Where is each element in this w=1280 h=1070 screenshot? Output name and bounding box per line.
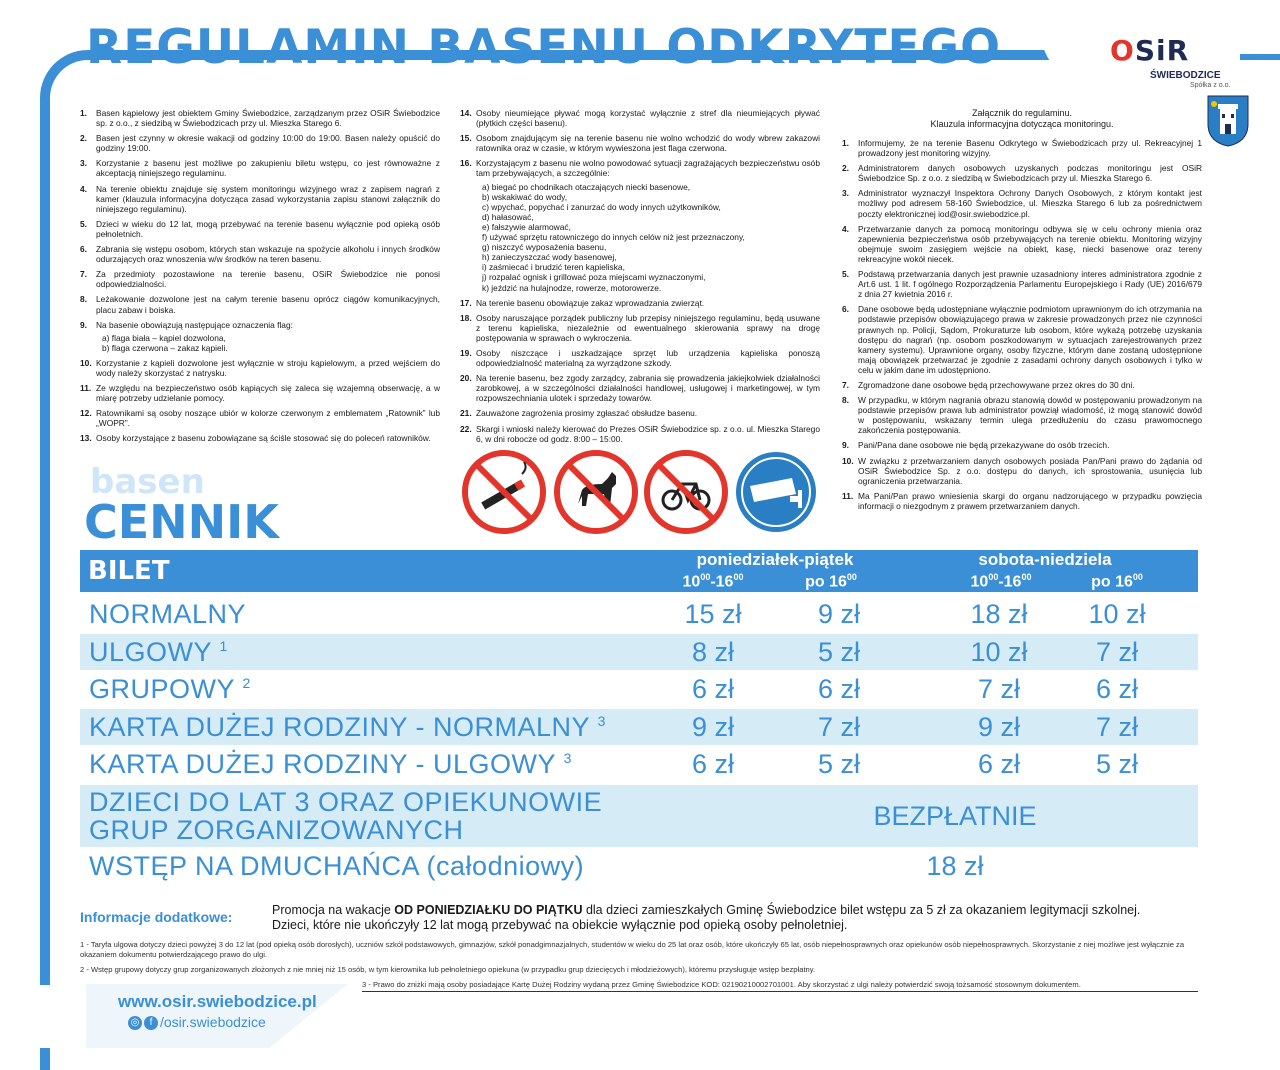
price-cell: 10 zł xyxy=(970,636,1028,667)
weekday-time-2: po $16^{00}$ xyxy=(805,572,857,591)
rules-column-2 xyxy=(460,108,820,449)
rule-text: Korzystającym z basenu nie wolno powodować sytuacji zagrażających bezpieczeństwu osób tam przebywających, a szczególnie: xyxy=(476,158,820,179)
rule-subitem: i) zaśmiecać i brudzić teren kąpieliska, xyxy=(482,262,625,273)
rule-text: Dane osobowe będą udostępniane wyłącznie podmiotom uprawnionym do ich otrzymania na podstawie przepisów obowiązującego prawa w zakresie prowadzonych przez nie czynności prawnych np. Policji, Sądom, Prokuraturze lub osobom, które wykażą potrzebę uzyskania dostępu do nagrań (np. osobom poszkodowanym w sytuacjach zarejestrowanych przez kamery systemu). Uprawnione organy, osoby fizyczne, którym dane zostaną udostępnione mają obowiązek przetwarzać je zgodnie z zasadami ochrony danych osobowych i tylko w celu w jakim dane im udostępniono. xyxy=(858,304,1202,375)
no-bicycles-icon xyxy=(644,450,728,534)
cennik-title: CENNIK xyxy=(84,495,279,549)
social-handle[interactable]: /osir.swiebodzice xyxy=(160,1014,266,1030)
rule-subitem: k) jeździć na hulajnodze, rowerze, motorowerze. xyxy=(482,282,662,293)
rule-text: Zauważone zagrożenia prosimy zgłaszać obsłudze basenu. xyxy=(476,408,698,419)
rule-item xyxy=(80,294,440,314)
rule-number: 10. xyxy=(842,455,854,466)
rule-item xyxy=(80,408,440,428)
rule-item xyxy=(80,184,440,214)
rule-item xyxy=(80,320,440,353)
rule-text: Przetwarzanie danych za pomocą monitoringu odbywa się w celu ochrony mienia oraz zapewnienia bezpieczeństwa osób przebywających na terenie obiektu. Monitoring wizyjny obejmuje swoim zasięgiem wejście na obiekt, kasę, niecki basenowe oraz tereny rekreacyjne wokół niecek. xyxy=(858,223,1202,264)
price-cell: 5 zł xyxy=(817,749,861,779)
price-cell: 6 zł xyxy=(977,749,1021,779)
rule-item xyxy=(80,269,440,289)
rule-number: 8. xyxy=(80,294,87,305)
rule-number: 4. xyxy=(80,183,87,194)
rule-number: 18. xyxy=(460,312,472,323)
rule-text: Za przedmioty pozostawione na terenie basenu, OSiR Świebodzice nie ponosi odpowiedzialności. xyxy=(96,269,440,290)
rule-text: Korzystanie z kąpieli dozwolone jest wyłącznie w stroju kąpielowym, a przed wejściem do wody należy skorzystać z natrysku. xyxy=(96,357,440,378)
rule-text: Osoby nieumiejące pływać mogą korzystać wyłącznie z stref dla nieumiejących pływać (płytkich części basenu). xyxy=(476,108,820,129)
price-cell: 6 zł xyxy=(691,749,735,779)
rule-number: 21. xyxy=(460,408,472,419)
rule-text: Basen jest czynny w okresie wakacji od godziny 10:00 do 19:00. Basen należy opuścić do godziny 19:00. xyxy=(96,133,440,154)
rule-item xyxy=(842,456,1202,486)
info-label: Informacje dodatkowe: xyxy=(80,909,233,925)
rule-text: Osoby naruszające porządek publiczny lub przepisy niniejszego regulaminu, będą usuwane z terenu kąpieliska, niezależnie od ewentualnego skierowania sprawy na drogę postępowania w sprawach o wykroczenia. xyxy=(476,312,820,343)
rule-item xyxy=(842,163,1202,183)
rule-text: Osoby niszczące i uszkadzające sprzęt lub urządzenia kąpieliska ponoszą odpowiedzialność materialną za wyrządzone szkody. xyxy=(476,347,820,369)
rule-subitem: j) rozpalać ognisk i grillować poza miejscami wyznaczonymi, xyxy=(482,272,706,283)
rule-number: 10. xyxy=(80,357,92,368)
facebook-icon[interactable]: f xyxy=(144,1016,158,1030)
dmuchaniec-value: 18 zł xyxy=(926,851,984,881)
weekend-time-1: $10^{00}-16^{00}$ xyxy=(970,572,1032,591)
rule-number: 1. xyxy=(80,108,87,118)
price-cell: 6 zł xyxy=(1095,674,1139,704)
rule-subitem: f) używać sprzętu ratowniczego do innych celów niż jest przeznaczony, xyxy=(482,232,745,243)
instagram-icon[interactable]: ◎ xyxy=(128,1016,142,1030)
price-cell: 7 zł xyxy=(1095,711,1139,742)
no-dogs-icon xyxy=(554,450,638,534)
rule-text: Skargi i wnioski należy kierować do Prezes OSiR Świebodzice sp. z o.o. ul. Mieszka Starego 6, w dni robocze od godz. 8:00 – 15:00. xyxy=(476,423,820,444)
cctv-camera-icon xyxy=(734,450,818,534)
rule-number: 9. xyxy=(842,440,849,451)
rule-number: 5. xyxy=(842,269,849,280)
rule-number: 2. xyxy=(80,133,87,144)
rule-text: Dzieci w wieku do 12 lat, mogą przebywać na terenie basenu wyłącznie pod opieką osób pełnoletnich. xyxy=(96,218,440,239)
dmuchaniec-row xyxy=(80,848,1198,884)
rule-item xyxy=(460,424,820,444)
page-title: REGULAMIN BASENU ODKRYTEGO xyxy=(86,20,1002,75)
price-row-label: KARTA DUŻEJ RODZINY - NORMALNY $^3$ xyxy=(89,711,606,742)
price-cell: 5 zł xyxy=(1095,749,1139,779)
rule-number: 20. xyxy=(460,373,472,384)
rule-item xyxy=(842,380,1202,390)
rule-subitem: b) wskakiwać do wody, xyxy=(482,191,568,202)
price-cell: 6 zł xyxy=(691,674,735,704)
rule-number: 3. xyxy=(842,188,849,199)
rule-item xyxy=(460,408,820,418)
rule-text: Administrator wyznaczył Inspektora Ochrony Danych Osobowych, z którym kontakt jest możliwy pod adresem 58-160 Świebodzice, ul. Mieszka Starego 6 lub za pośrednictwem poczty elektronicznej iod@osir.swiebodzice.pl. xyxy=(858,188,1202,219)
rule-subitem: c) wpychać, popychać i zanurzać do wody innych użytkowników, xyxy=(482,201,721,212)
weekend-time-2: po $16^{00}$ xyxy=(1091,572,1143,591)
rule-item xyxy=(80,133,440,153)
dmuchaniec-label: WSTĘP NA DMUCHAŃCA (całodniowy) xyxy=(89,851,585,881)
rules-column-1 xyxy=(80,108,440,449)
weekday-header: poniedziałek-piątek xyxy=(696,550,854,569)
info-text: Promocja na wakacje OD PONIEDZIAŁKU DO PIĄTKU dla dzieci zamieszkałych Gminę Świebodzice bilet wstępu za 5 zł za okazaniem legitymacji szkolnej. Dzieci, które nie ukończyły 12 lat mogą przebywać na obiekcie wyłącznie pod opieką osoby pełnoletniej. xyxy=(272,903,1141,932)
city-crest-icon xyxy=(1206,94,1250,148)
rule-item xyxy=(842,188,1202,218)
prohibition-signs xyxy=(462,450,822,536)
weekend-header: sobota-niedziela xyxy=(978,550,1112,569)
rule-subitem: g) niszczyć wyposażenia basenu, xyxy=(482,242,607,253)
price-cell: 7 zł xyxy=(1095,636,1139,667)
basen-label: basen xyxy=(90,462,205,502)
rule-item xyxy=(460,158,820,292)
price-row-label: GRUPOWY $^2$ xyxy=(89,674,251,704)
rule-subitem: b) flaga czerwona – zakaz kąpieli. xyxy=(102,342,228,353)
footnote-3: 3 - Prawo do zniżki mają osoby posiadające Kartę Dużej Rodziny wydaną przez Gminę Świebodzice KOD: 02190210002701001. Aby skorzystać z ulgi należy potwierdzić swoją tożsamość stosownym dokumentem. xyxy=(362,980,1081,989)
rule-text: Ratownikami są osoby noszące ubiór w kolorze czerwonym z emblematem „Ratownik” lub „WOPR”. xyxy=(96,408,440,429)
bilet-header: BILET xyxy=(88,556,170,586)
rule-text: Informujemy, że na terenie Basenu Odkrytego w Świebodzicach przy ul. Rekreacyjnej 1 prowadzony jest monitoring wizyjny. xyxy=(858,138,1202,159)
free-row-value: BEZPŁATNIE xyxy=(873,801,1037,831)
rule-subitem: a) flaga biała – kąpiel dozwolona, xyxy=(102,332,226,343)
price-cell: 18 zł xyxy=(970,599,1028,629)
rule-text: Na basenie obowiązują następujące oznaczenia flag: xyxy=(96,319,293,330)
rule-number: 14. xyxy=(460,108,472,118)
rule-item xyxy=(842,440,1202,450)
rule-number: 11. xyxy=(842,490,854,501)
rule-item xyxy=(460,298,820,308)
price-cell: 10 zł xyxy=(1088,599,1146,629)
rule-number: 7. xyxy=(842,379,849,390)
rule-item xyxy=(842,491,1202,511)
rule-item xyxy=(842,304,1202,375)
free-row xyxy=(80,785,1198,847)
rule-text: Na terenie obiektu znajduje się system monitoringu wizyjnego wraz z zapisem nagrań z kamer (klauzula informacyjna dotycząca zasad wykorzystania zapisu stanowi załącznik do niniejszego regulaminu). xyxy=(96,183,440,214)
footnote-divider xyxy=(362,991,1198,992)
rule-text: Na terenie basenu obowiązuje zakaz wprowadzania zwierząt. xyxy=(476,297,705,308)
rule-text: Osoby korzystające z basenu zobowiązane są ściśle stosować się do poleceń ratowników. xyxy=(96,433,431,444)
rule-text: Na terenie basenu, bez zgody zarządcy, zabrania się prowadzenia jakiejkolwiek działalności zarobkowej, a w szczególności działalności handlowej, usługowej i marketingowej, w tym rozpowszechniania ulotek i sprzedaży towarów. xyxy=(476,373,820,404)
rule-item xyxy=(460,313,820,343)
rule-item xyxy=(460,373,820,403)
logo-company: Spółka z o.o. xyxy=(1190,82,1231,89)
rule-text: Ma Pani/Pan prawo wniesienia skargi do organu nadzorującego w przypadku powzięcia informacji o niezgodnym z prawem przetwarzaniem danych. xyxy=(858,490,1202,511)
rule-subitem: a) biegać po chodnikach otaczających niecki basenowe, xyxy=(482,181,691,192)
rule-item xyxy=(80,433,440,443)
rule-number: 11. xyxy=(80,383,92,394)
price-cell: 9 zł xyxy=(817,599,861,629)
price-cell: 15 zł xyxy=(684,599,742,629)
rule-number: 22. xyxy=(460,423,472,434)
price-row-label: ULGOWY $^1$ xyxy=(89,636,228,667)
price-cell: 9 zł xyxy=(691,711,735,742)
rule-subitem: h) zanieczyszczać wody basenowej, xyxy=(482,252,617,263)
monitoring-clause xyxy=(842,108,1202,516)
rule-text: Ze względu na bezpieczeństwo osób kąpiących się zaleca się wzajemną obserwację, a w miarę potrzeby udzielanie pomocy. xyxy=(96,383,440,404)
rule-number: 7. xyxy=(80,269,87,280)
rule-item xyxy=(460,133,820,153)
rule-text: Zgromadzone dane osobowe będą przechowywane przez okres do 30 dni. xyxy=(858,379,1135,390)
rule-item xyxy=(80,383,440,403)
rule-number: 4. xyxy=(842,223,849,234)
rule-text: Zabrania się wstępu osobom, których stan wskazuje na spożycie alkoholu i innych środków odurzających oraz wnoszenia w/w środków na teren basenu. xyxy=(96,244,440,265)
rule-number: 8. xyxy=(842,395,849,406)
price-cell: 7 zł xyxy=(817,711,861,742)
rule-text: Podstawą przetwarzania danych jest prawnie uzasadniony interes administratora zgodnie z Art.6 ust. 1 lit. f ogólnego Rozporządzenia Parlamentu Europejskiego i Rady (UE) 2016/679 z dnia 27 kwietnia 2016 r. xyxy=(858,269,1202,300)
rule-number: 6. xyxy=(80,244,87,255)
rule-number: 2. xyxy=(842,163,849,174)
footnote-1: 1 - Taryfa ulgowa dotyczy dzieci powyżej 3 do 12 lat (pod opieką osób dorosłych), uczniów szkół podstawowych, gimnazjów, szkół ponadgimnazjalnych, studentów w wieku do 25 lat oraz osób, które ukończyły 65 lat, osób niepełnosprawnych oraz opiekunów osób niepełnosprawnych. Skorzystanie z niej możliwe jest wyłącznie za okazaniem dokumentu potwierdzającego prawo do ulgi. xyxy=(80,940,1185,959)
footnote-2: 2 - Wstęp grupowy dotyczy grup zorganizowanych złożonych z nie mniej niż 15 osób, w tym kierownika lub pełnoletniego opiekuna (w przypadku grup dziecięcych i młodzieżowych), któremu przysługuje wstęp bezpłatny. xyxy=(80,965,816,974)
rule-item xyxy=(460,348,820,368)
rule-number: 12. xyxy=(80,408,92,419)
rule-text: Leżakowanie dozwolone jest na całym terenie basenu oprócz ciągów komunikacyjnych, placu zabaw i boiska. xyxy=(96,294,440,315)
rule-number: 13. xyxy=(80,433,92,444)
rule-number: 9. xyxy=(80,319,87,330)
rule-number: 17. xyxy=(460,297,472,308)
rule-item xyxy=(842,395,1202,435)
rule-text: Osobom znajdującym się na terenie basenu nie wolno wchodzić do wody wbrew zakazowi ratownika oraz w czasie, w którym wywieszona jest flaga czerwona. xyxy=(476,133,820,154)
rule-text: W związku z przetwarzaniem danych osobowych posiada Pan/Pani prawo do żądania od OSiR Świebodzice Sp. z o.o. dostępu do danych, ich sprostowania, usunięcia lub ograniczenia przetwarzania. xyxy=(858,455,1202,486)
rule-text: Administratorem danych osobowych uzyskanych podczas monitoringu jest OSiR Świebodzice Sp. z o.o. z siedzibą w Świebodzicach przy ul. Mieszka Starego 6. xyxy=(858,163,1202,184)
rule-number: 19. xyxy=(460,347,472,358)
price-row xyxy=(80,671,1198,707)
rule-item xyxy=(80,108,440,128)
rule-text: Pani/Pana dane osobowe nie będą przekazywane do osób trzecich. xyxy=(858,440,1110,451)
rule-item xyxy=(80,158,440,178)
social-links[interactable] xyxy=(128,1014,266,1030)
price-cell: 7 zł xyxy=(977,674,1021,704)
rule-item xyxy=(80,219,440,239)
free-row-label: DZIECI DO LAT 3 ORAZ OPIEKUNOWIE GRUP ZORGANIZOWANYCH xyxy=(89,787,603,845)
rule-number: 1. xyxy=(842,138,849,148)
rule-item xyxy=(460,108,820,128)
osir-logo: OSiR xyxy=(1110,34,1190,67)
rule-subitem: e) fałszywie alarmować, xyxy=(482,221,571,232)
rule-number: 5. xyxy=(80,218,87,229)
price-cell: 6 zł xyxy=(817,674,861,704)
rule-item xyxy=(842,269,1202,299)
rule-number: 16. xyxy=(460,158,472,169)
price-row xyxy=(80,596,1198,632)
rule-subitem: d) hałasować, xyxy=(482,211,534,222)
price-row xyxy=(80,634,1198,670)
weekday-time-1: $10^{00}-16^{00}$ xyxy=(682,572,744,591)
price-cell: 5 zł xyxy=(817,636,861,667)
rule-text: Basen kąpielowy jest obiektem Gminy Świebodzice, zarządzanym przez OSiR Świebodzice sp. z o.o., z siedzibą w Świebodzicach przy ul. Mieszka Starego 6. xyxy=(96,108,440,129)
no-smoking-icon xyxy=(462,450,546,534)
price-row-label: KARTA DUŻEJ RODZINY - ULGOWY $^3$ xyxy=(89,749,572,779)
rule-text: W przypadku, w którym nagrania obrazu stanowią dowód w postępowaniu prowadzonym na podstawie przepisów prawa lub administrator powziął wiadomość, iż mogą stanowić dowód w postępowaniu, wskazany termin ulega przedłużeniu do czasu prawomocnego zakończenia postępowania. xyxy=(858,395,1202,436)
rule-number: 3. xyxy=(80,158,87,169)
rule-text: Korzystanie z basenu jest możliwe po zakupieniu biletu wstępu, co jest równoważne z akceptacją niniejszego regulaminu. xyxy=(96,158,440,179)
price-cell: 8 zł xyxy=(691,636,735,667)
rule-item xyxy=(80,358,440,378)
price-row-label: NORMALNY xyxy=(89,599,247,629)
rule-item xyxy=(842,138,1202,158)
logo-city: ŚWIEBODZICE xyxy=(1150,70,1221,81)
rule-item xyxy=(80,244,440,264)
rule-number: 6. xyxy=(842,304,849,315)
rule-number: 15. xyxy=(460,133,472,144)
annex-heading: Załącznik do regulaminu. Klauzula informacyjna dotycząca monitoringu. xyxy=(930,108,1114,129)
price-cell: 9 zł xyxy=(977,711,1021,742)
website-link[interactable]: www.osir.swiebodzice.pl xyxy=(118,992,317,1011)
price-row xyxy=(80,709,1198,745)
rule-item xyxy=(842,224,1202,264)
price-row xyxy=(80,746,1198,782)
